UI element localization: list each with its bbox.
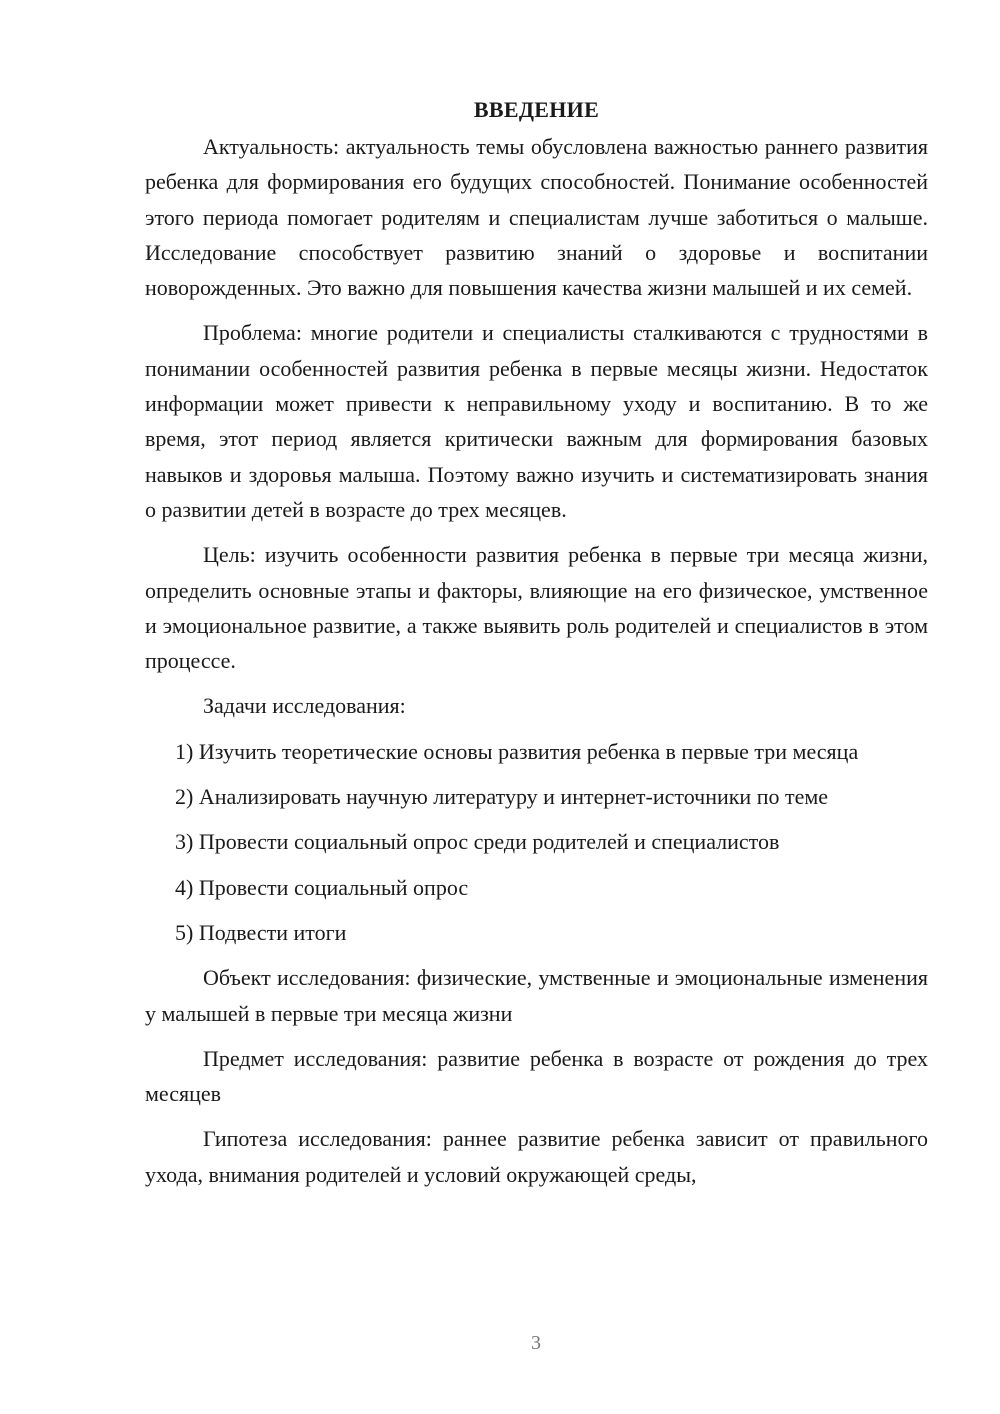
goal-paragraph: Цель: изучить особенности развития ребенка в первые три месяца жизни, определить основные этапы и факторы, влияющие на его физическое, умственное и эмоциональное развитие, а также выявить роль родителей и специалистов в этом процессе. bbox=[145, 542, 928, 674]
hypothesis-paragraph: Гипотеза исследования: раннее развитие ребенка зависит от правильного ухода, внимания родителей и условий окружающей среды, bbox=[145, 1126, 928, 1187]
task-item-5: 5) Подвести итоги bbox=[175, 919, 347, 945]
tasks-list bbox=[145, 734, 928, 950]
object-paragraph: Объект исследования: физические, умственные и эмоциональные изменения у малышей в первые три месяца жизни bbox=[145, 965, 928, 1026]
task-item-2: 2) Анализировать научную литературу и интернет-источники по теме bbox=[175, 784, 829, 810]
tasks-heading: Задачи исследования: bbox=[203, 693, 406, 719]
relevance-paragraph: Актуальность: актуальность темы обусловлена важностью раннего развития ребенка для формирования его будущих способностей. Понимание особенностей этого периода помогает родителям и специалистам лучше заботиться о малыше. Исследование способствует развитию знаний о здоровье и воспитании новорожденных. Это важно для повышения качества жизни малышей и их семей. bbox=[145, 134, 928, 301]
subject-paragraph: Предмет исследования: развитие ребенка в возрасте от рождения до трех месяцев bbox=[145, 1045, 928, 1107]
task-item-3: 3) Провести социальный опрос среди родителей и специалистов bbox=[175, 829, 780, 855]
task-item-1: 1) Изучить теоретические основы развития ребенка в первые три месяца bbox=[175, 738, 859, 764]
document-page bbox=[145, 92, 928, 1202]
section-title: ВВЕДЕНИЕ bbox=[473, 97, 600, 122]
task-item-4: 4) Провести социальный опрос bbox=[175, 874, 469, 900]
page-number: 3 bbox=[531, 1332, 541, 1354]
problem-paragraph: Проблема: многие родители и специалисты сталкиваются с трудностями в понимании особенностей развития ребенка в первые месяцы жизни. Недостаток информации может привести к неправильному уходу и воспитанию. В то же время, этот период является критически важным для формирования базовых навыков и здоровья малыша. Поэтому важно изучить и систематизировать знания о развитии детей в возрасте до трех месяцев. bbox=[145, 320, 928, 522]
